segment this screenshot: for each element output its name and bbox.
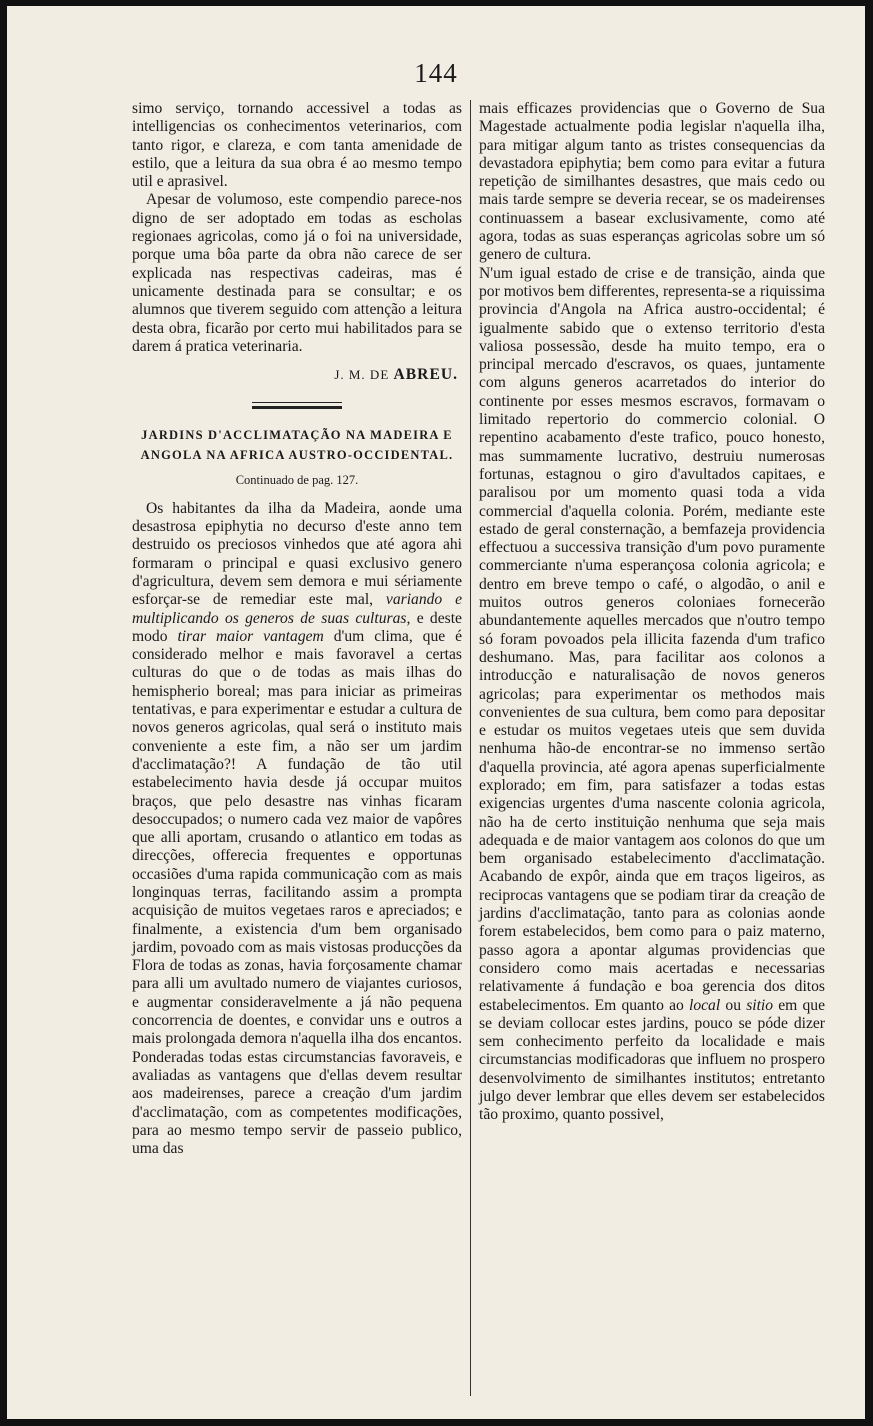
text-run: em que se deviam collocar estes jardins, pouco se póde dizer sem conhecimento perfeito da localidade e mais circumstancias modificadoras que influem no prospero desenvolvimento de similhantes institutos; entretanto julgo dever lembrar que elles devem ser estabelecidos tão proximo, quanto possivel, [479,996,826,1124]
left-column [132,100,462,1158]
paragraph [479,265,825,1125]
article-title-line: ANGOLA NA AFRICA AUSTRO-OCCIDENTAL. [140,448,454,463]
signature-name: ABREU. [393,366,458,384]
paragraph [132,500,462,1159]
emphasis-text: sitio [746,996,774,1014]
text-run: N'um igual estado de crise e de transição, ainda que por motivos bem differentes, representa-se a riquissima provincia d'Angola na Africa austro-occidental; é igualmente sabido que o extenso territorio d'esta valiosa possessão, desde ha muito tempo, era o principal mercado d'escravos, os quaes, juntamente com alguns generos acarretados do interior do continente por esses mesmos escravos, formavam o limitado repertorio do commercio colonial. O repentino acabamento d'este trafico, pouco honesto, mas summamente lucrativo, destruiu numerosas fortunas, estagnou o giro d'avultados capitaes, e paralisou por um momento quasi toda a vida commercial d'aquella colonia. Porém, mediante este estado de geral consternação, a bemfazeja providencia effectuou a successiva transição d'um povo puramente commerciante n'uma esperançosa colonia agricola; e dentro em breve tempo o café, o algodão, o anil e muitos outros generos coloniaes fornecerão abundantemente aquelles mercados que n'outro tempo só foram povoados pela illicita fazenda d'um trafico deshumano. Mas, para facilitar aos colonos a introducção e naturalisação de novos generos agricolas; para experimentar os methodos mais convenientes de sua cultura, bem como para depositar e estudar os muitos vegetaes uteis que sem duvida nenhuma hão-de encontrar-se no immenso sertão d'aquella provincia, até agora apenas superficialmente explorado; em fim, para satisfazer a todas estas exigencias urgentes d'uma nascente colonia agricola, não ha de certo instituição nenhuma que seja mais adequada e de maior vantagem aos colonos do que um bem organisado estabelecimento d'acclimatação. Acabando de expôr, ainda que em traços ligeiros, as reciprocas vantagens que se podiam tirar da creação de jardins d'acclimatação, tanto para as colonias aonde forem estabelecidos, bem como para o paiz materno, passo agora a apontar algumas providencias que considero como mais acertadas e necessarias relativamente á fundação e boa gerencia dos ditos estabelecimentos. Em quanto ao [479,264,825,1014]
text-run: Os habitantes da ilha da Madeira, aonde uma desastrosa epiphytia no decurso d'este anno tem destruido os preciosos vinhedos que até agora ahi formaram o principal e quasi exclusivo genero d'agricultura, devem sem demora e mui sériamente esforçar-se de remediar este mal, [132,499,462,609]
text-run: ou [725,996,741,1014]
page-number: 144 [414,58,458,88]
author-signature [132,366,458,384]
section-divider [252,402,342,409]
emphasis-text: local [689,996,721,1014]
article-title [132,425,462,465]
paragraph: Apesar de volumoso, este compendio parece-nos digno de ser adoptado em todas as escholas regionaes agricolas, como já o foi na universidade, porque uma bôa parte da obra não carece de ser explicada nas respectivas cadeiras, mas é unicamente destinada para se consultar; e os alumnos que tiverem seguido com attenção a leitura desta obra, ficarão por certo mui habilitados para se darem á pratica veterinaria. [132,191,462,355]
signature-initials: J. M. DE [334,367,390,383]
emphasis-text: tirar maior vantagem [177,627,324,645]
divider-line [252,402,342,403]
right-column [479,100,825,1125]
text-run: e deste modo [132,609,462,645]
emphasis-text: variando e multiplicando os generos de suas culturas, [132,591,462,627]
article-title-line: JARDINS D'ACCLIMATAÇÃO NA MADEIRA E [141,428,453,443]
paragraph: mais efficazes providencias que o Governo de Sua Magestade actualmente podia legislar n'aquella ilha, para mitigar algum tanto as tristes consequencias da devastadora epiphytia; bem como para evitar a futura repetição de similhantes desastres, que mais cedo ou mais tarde sempre se deveria recear, se os madeirenses continuassem a basear exclusivamente, como até agora, todas as suas esperanças agricolas sobre um só genero de cultura. [479,100,825,264]
page [7,6,865,1419]
paragraph: simo serviço, tornando accessivel a todas as intelligencias os conhecimentos veterinarios, com tanto rigor, e clareza, e com tanta amenidade de estilo, que a leitura da sua obra é ao mesmo tempo util e aprasivel. [132,100,462,191]
continued-note: Continuado de pag. 127. [235,473,359,488]
column-rule [470,100,471,1396]
divider-line [252,406,342,409]
text-run: d'um clima, que é considerado melhor e mais favoravel a certas culturas do que o de todas as mais ilhas do hemispherio boreal; mas para iniciar as primeiras tentativas, e para experimentar e estudar a cultura de novos generos agricolas, qual será o instituto mais conveniente a este fim, a não ser um jardim d'acclimatação?! A fundação de tão util estabelecimento havia desde já occupar muitos braços, que pelo desastre nas vinhas ficaram desoccupados; o numero cada vez maior de vapôres que alli aportam, crusando o atlantico em todas as direcções, offerecia frequentes e opportunas occasiões d'uma rapida communicação com as mais longinquas terras, facilitando assim a prompta acquisição de muitos vegetaes raros e apreciados; e finalmente, a existencia d'um bem organisado jardim, povoado com as mais vistosas producções da Flora de todas as zonas, havia forçosamente chamar para alli um avultado numero de viajantes curiosos, e augmentar consideravelmente a já não pequena concorrencia de doentes, e convidar uns e outros a mais prolongada demora n'aquella ilha dos encantos. Ponderadas todas estas circumstancias favoraveis, e avaliadas as vantagens que d'ellas devem resultar aos madeirenses, parece a creação d'um jardim d'acclimatação, com as competentes modificações, para ao mesmo tempo servir de passeio publico, uma das [132,627,463,1158]
